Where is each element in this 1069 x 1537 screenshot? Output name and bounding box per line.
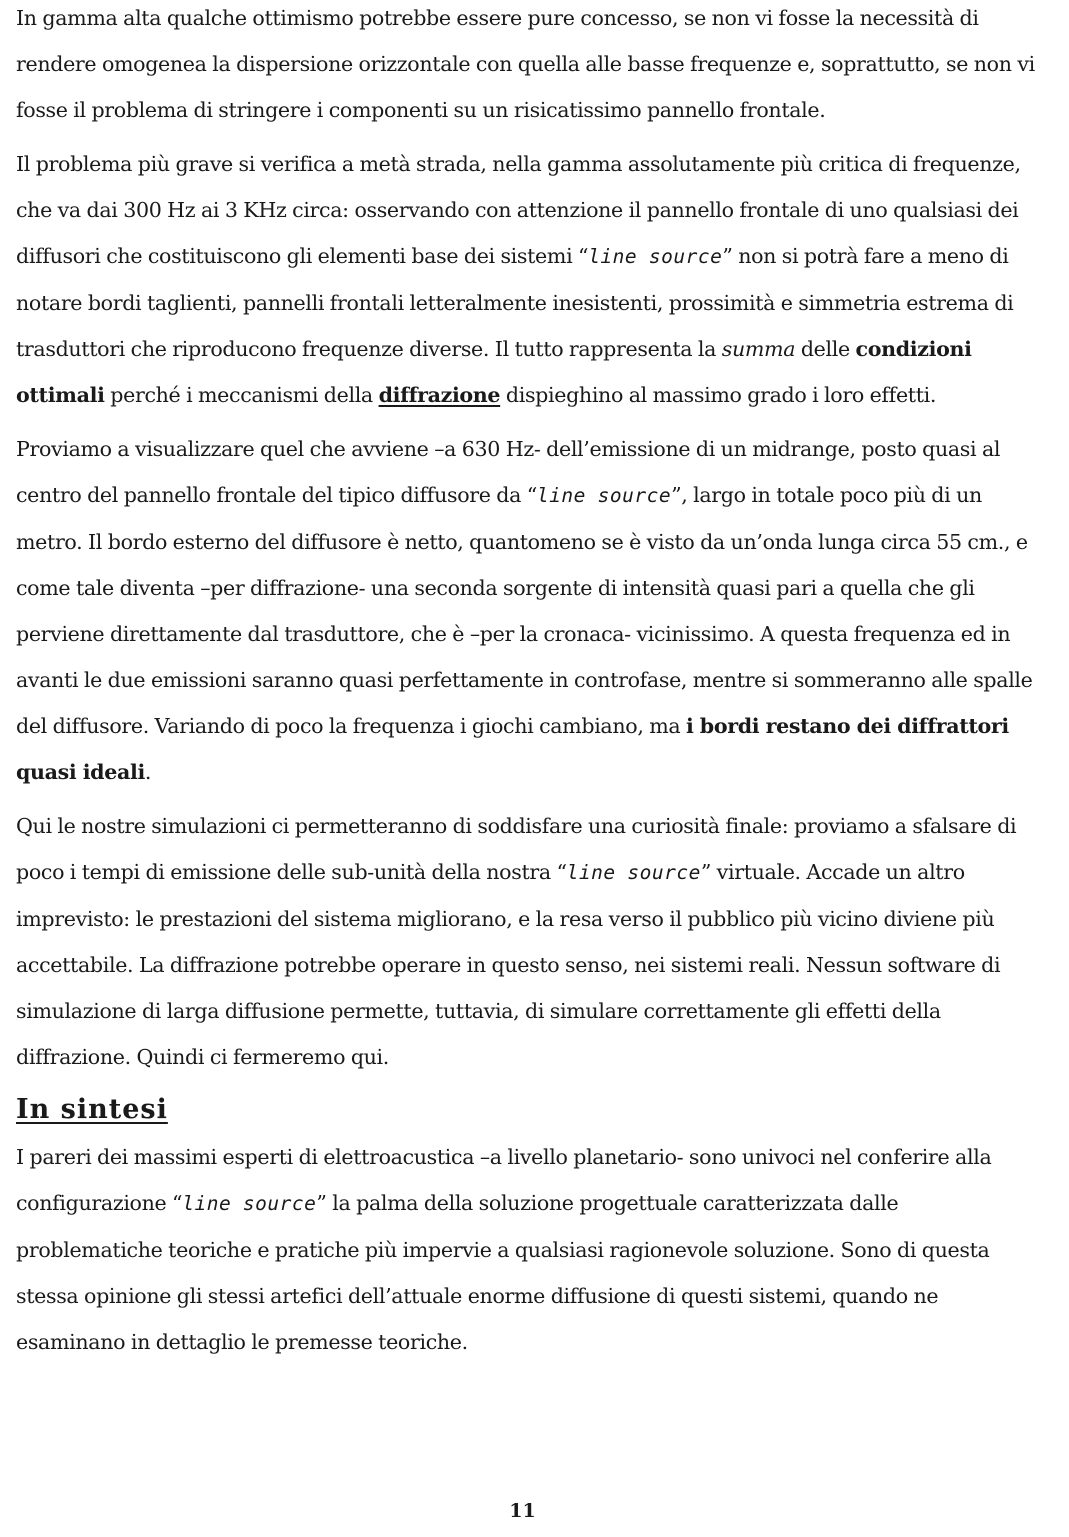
paragraph-text: ” la palma della soluzione progettuale caratterizzata dalle problematiche teoriche e pratiche più impervie a qualsiasi ragionevole soluzione. Sono di questa stessa opinione gli stessi artefici dell’attuale enorme diffusione di questi sistemi, quando ne esaminano in dettaglio le premesse teoriche.	[16, 1191, 990, 1354]
bold-underlined-term: diffrazione	[378, 383, 501, 407]
term-line-source: line source	[588, 245, 723, 268]
paragraph-text: In gamma alta qualche ottimismo potrebbe essere pure concesso, se non vi fosse la necessità di rendere omogenea la dispersione orizzontale con quella alle basse frequenze e, soprattutto, se non vi fosse il problema di stringere i componenti su un risicatissimo pannello frontale.	[16, 6, 1035, 122]
bold-term: condizioni ottimali	[16, 337, 972, 407]
paragraph-2	[16, 141, 1038, 418]
paragraph-text: ” virtuale. Accade un altro imprevisto: le prestazioni del sistema migliorano, e la resa verso il pubblico più vicino diviene più accettabile. La diffrazione potrebbe operare in questo senso, nei sistemi reali. Nessun software di simulazione di larga diffusione permette, tuttavia, di simulare correttamente gli effetti della diffrazione. Quindi ci fermeremo qui.	[16, 860, 1001, 1069]
section-heading: In sintesi	[16, 1094, 168, 1125]
paragraph-4	[16, 803, 1038, 1080]
paragraph-text: Qui le nostre simulazioni ci permetteranno di soddisfare una curiosità finale: proviamo a sfalsare di poco i tempi di emissione delle sub-unità della nostra “	[16, 814, 1017, 884]
paragraph-text: I pareri dei massimi esperti di elettroacustica –a livello planetario- sono univoci nel conferire alla configurazione “	[16, 1145, 992, 1215]
document-page	[16, 0, 1038, 1373]
term-line-source: line source	[566, 861, 701, 884]
paragraph-1	[16, 0, 1038, 133]
term-line-source: line source	[536, 484, 672, 507]
paragraph-3	[16, 426, 1038, 795]
paragraph-text: Il problema più grave si verifica a metà strada, nella gamma assolutamente più critica di frequenze, che va dai 300 Hz ai 3 KHz circa: osservando con attenzione il pannello frontale di uno qualsiasi dei diffusori che costituiscono gli elementi base dei sistemi “	[16, 152, 1021, 268]
paragraph-text: dispieghino al massimo grado i loro effetti.	[500, 383, 937, 407]
paragraph-text: .	[144, 760, 152, 784]
italic-term: summa	[721, 337, 796, 361]
paragraph-text: delle	[795, 337, 856, 361]
paragraph-5	[16, 1134, 1038, 1365]
paragraph-text: Proviamo a visualizzare quel che avviene –a 630 Hz- dell’emissione di un midrange, posto quasi al centro del pannello frontale del tipico diffusore da “	[16, 437, 1001, 507]
paragraph-text: perché i meccanismi della	[104, 383, 379, 407]
paragraph-text: ”, largo in totale poco più di un metro. Il bordo esterno del diffusore è netto, quantomeno se è visto da un’onda lunga circa 55 cm., e come tale diventa –per diffrazione- una seconda sorgente di intensità quasi pari a quella che gli perviene direttamente dal trasduttore, che è –per la cronaca- vicinissimo. A questa frequenza ed in avanti le due emissioni saranno quasi perfettamente in controfase, mentre si sommeranno alle spalle del diffusore. Variando di poco la frequenza i giochi cambiano, ma	[16, 483, 1033, 738]
bold-term: i bordi restano dei diffrattori quasi ideali	[16, 714, 1009, 784]
term-line-source: line source	[182, 1192, 317, 1215]
page-number: 11	[509, 1500, 536, 1522]
paragraph-text: ” non si potrà fare a meno di notare bordi taglienti, pannelli frontali letteralmente inesistenti, prossimità e simmetria estrema di trasduttori che riproducono frequenze diverse. Il tutto rappresenta la	[16, 244, 1014, 361]
